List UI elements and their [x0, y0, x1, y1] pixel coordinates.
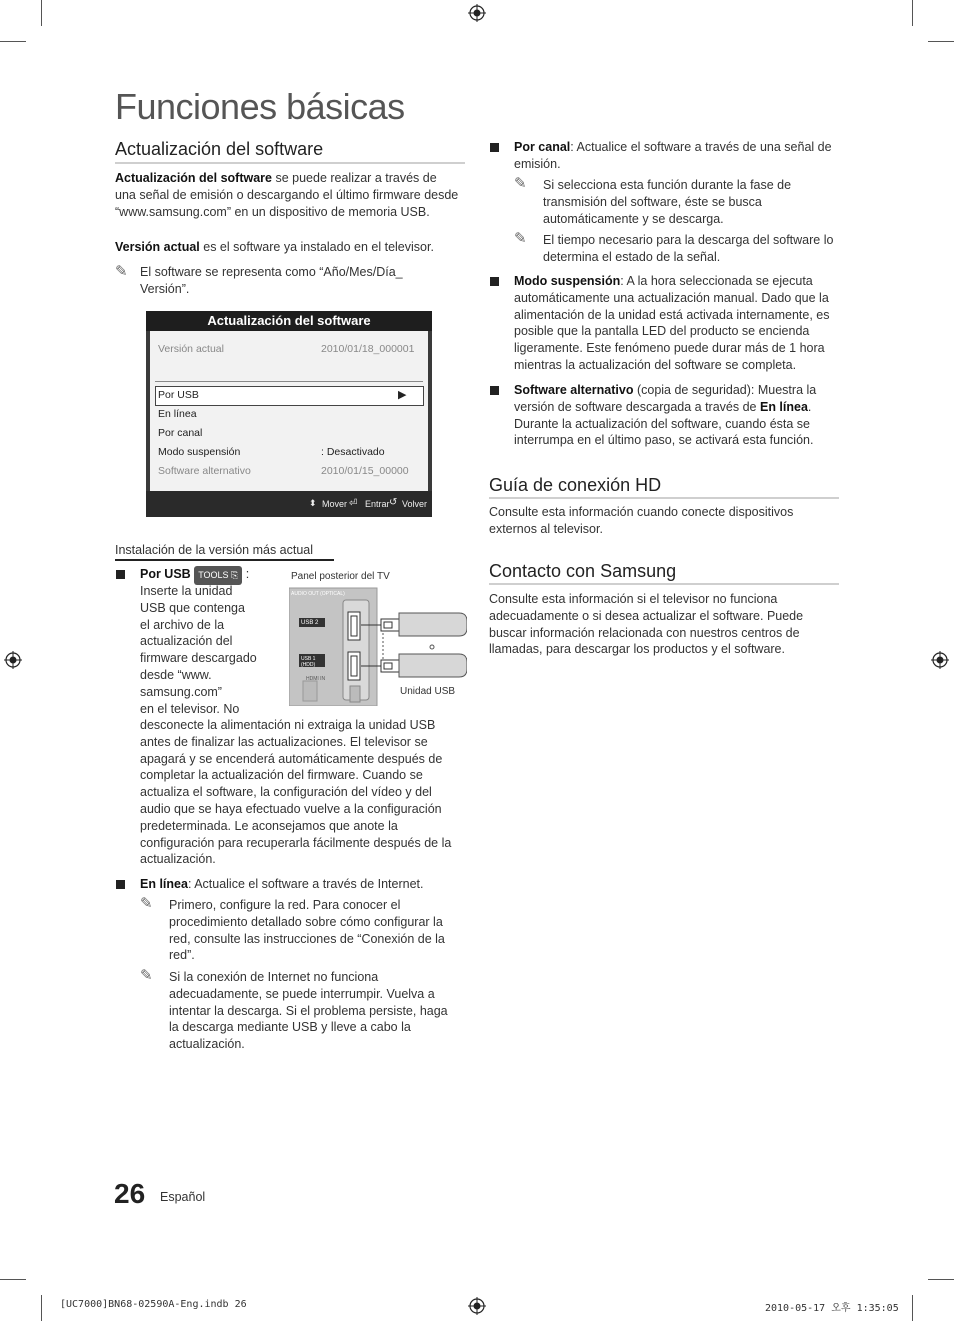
page-number: 26 [114, 1178, 146, 1209]
alt-bold: Software alternativo [514, 383, 634, 397]
usb-colon: : [242, 567, 250, 581]
channel-note-1: Si selecciona esta función durante la fase de transmisión del software, éste se busca automáticamente y se descarga. [543, 178, 792, 226]
online-paragraph [140, 876, 465, 893]
alt-software-paragraph [514, 382, 836, 449]
crop-mark [912, 1295, 913, 1321]
standby-text: : A la hora seleccionada se ejecuta automáticamente una actualización manual. Dado que la alimentación de la unidad está activada internamente, es posible que la pantalla LED del producto se encienda ligeramente. Este fenómeno puede durar más de 1 hora mientras la actualización del software se completa. [514, 274, 830, 372]
tv-menu-item-por-canal[interactable]: Por canal [158, 427, 203, 439]
usb-wrap-text [140, 583, 257, 717]
usb-line: el archivo de la [140, 617, 225, 632]
tv-menu-item-modo-suspension[interactable]: Modo suspensión [158, 446, 241, 458]
alt-text-2: . Durante la actualización del software, cuando ésta se interrumpa en el último paso, se activará esta función. [514, 399, 814, 448]
tv-footer-enter: Entrar [365, 499, 390, 509]
crop-mark [928, 1279, 954, 1280]
port-label-audio: AUDIO OUT (OPTICAL) [291, 591, 345, 597]
tv-item-value: : Desactivado [321, 446, 385, 458]
registration-mark-icon [468, 4, 486, 22]
pencil-note-icon: ✎ [140, 895, 153, 912]
section-rule [489, 583, 839, 585]
intro-bold: Actualización del software [115, 171, 272, 185]
port-label-usb2: USB 2 [301, 620, 319, 626]
channel-bold: Por canal [514, 140, 571, 154]
bullet-square-icon [490, 143, 499, 152]
usb-line: Inserte la unidad [140, 584, 233, 598]
usb-line: firmware descargado [140, 651, 257, 666]
crop-mark [0, 1279, 26, 1280]
bullet-square-icon [116, 880, 125, 889]
print-footer-timestamp: 2010-05-17 오후 1:35:05 [765, 1303, 899, 1314]
figure-label-usb-drive: Unidad USB [400, 686, 456, 697]
crop-mark [912, 0, 913, 26]
enter-icon: ⏎ [349, 498, 358, 509]
port-label-hdmi: HDMI IN [306, 676, 326, 682]
standby-bold: Modo suspensión [514, 274, 621, 288]
bullet-square-icon [116, 570, 125, 579]
page-title: Funciones básicas [115, 86, 405, 127]
channel-paragraph [514, 139, 834, 173]
online-text: : Actualice el software a través de Internet. [187, 877, 424, 891]
print-footer-file: [UC7000]BN68-02590A-Eng.indb 26 [60, 1299, 247, 1310]
install-subtitle: Instalación de la versión más actual [115, 543, 314, 557]
note-version-format: El software se representa como “Año/Mes/Día_ Versión”. [140, 265, 403, 296]
channel-text: : Actualice el software a través de una señal de emisión. [514, 140, 832, 171]
version-bold: Versión actual [115, 240, 200, 254]
port-label-usb1: USB 1 (HDD) [301, 656, 316, 668]
online-note-1: Primero, configure la red. Para conocer el procedimiento detallado sobre cómo configurar la red, consulte las instrucciones de “Conexión de la red”. [169, 898, 445, 963]
tv-menu-item-software-alternativo[interactable]: Software alternativo [158, 465, 251, 477]
crop-mark [0, 41, 26, 42]
usb-line: USB que contenga [140, 600, 245, 615]
online-note-2: Si la conexión de Internet no funciona adecuadamente, se puede interrumpir. Vuelva a intentar la descarga. Si el problema persiste, haga la descarga mediante USB y lleve a cabo la actualización. [169, 970, 448, 1052]
alt-text-1: (copia de seguridad): Muestra la versión de software descargada a través de [514, 383, 817, 414]
pencil-note-icon: ✎ [115, 263, 128, 280]
usb-line: actualización del [140, 634, 233, 649]
tv-item-label: Por USB [158, 389, 199, 401]
version-paragraph [115, 239, 460, 256]
tv-current-version-label: Versión actual [158, 343, 224, 355]
tv-current-version-value: 2010/01/18_000001 [321, 343, 415, 355]
crop-mark [41, 0, 42, 26]
bullet-square-icon [490, 277, 499, 286]
contact-paragraph: Consulte esta información si el televisor no funciona adecuadamente o si desea actualizar el software. Puede buscar información relacionada con nuestros centros de llamadas, para descargar los productos y el software. [489, 592, 804, 657]
return-icon: ↺ [389, 497, 398, 508]
tools-label: TOOLS [198, 570, 229, 580]
pencil-note-icon: ✎ [140, 967, 153, 984]
tv-menu-item-en-linea[interactable]: En línea [158, 408, 197, 420]
intro-paragraph [115, 170, 460, 220]
tv-menu-screenshot [146, 311, 432, 517]
pencil-note-icon: ✎ [514, 230, 527, 247]
alt-bold-2: En línea [759, 399, 808, 414]
bullet-square-icon [490, 386, 499, 395]
tv-menu-header: Actualización del software [146, 311, 432, 331]
usb-line: en el televisor. No [140, 701, 240, 716]
pencil-note-icon: ✎ [514, 175, 527, 192]
usb-line: samsung.com” [140, 684, 222, 699]
tv-menu-body [150, 331, 428, 491]
tv-footer-move: Mover [322, 499, 348, 509]
page-language: Español [160, 1190, 206, 1204]
registration-mark-icon [4, 651, 22, 669]
crop-mark [41, 1295, 42, 1321]
tv-footer-back: Volver [402, 499, 428, 509]
usb-heading [140, 566, 249, 585]
install-subtitle-underline [115, 559, 334, 561]
section-rule [489, 497, 839, 499]
move-arrows-icon: ⬍ [309, 498, 317, 508]
tv-menu-footer [146, 491, 432, 517]
usb-line: desde “www. [140, 667, 212, 682]
section-title-contact-samsung: Contacto con Samsung [489, 561, 677, 581]
play-arrow-icon: ▶ [398, 389, 407, 401]
registration-mark-icon [468, 1297, 486, 1315]
channel-note-2: El tiempo necesario para la descarga del software lo determina el estado de la señal. [543, 233, 834, 264]
intro-text: se puede realizar a través de una señal de emisión o descargando el último firmware desde “www.samsung.com” en un dispositivo de memoria USB. [115, 171, 459, 219]
registration-mark-icon [931, 651, 949, 669]
crop-mark [928, 41, 954, 42]
tv-item-value: 2010/01/15_00000 [321, 465, 409, 477]
usb-rest-paragraph: desconecte la alimentación ni extraiga la unidad USB antes de finalizar las actualizaciones. El televisor se apagará y se encenderá automáticamente después de completar la actualización del firmware. Cuando se actualiza el software, la configuración del vídeo y del audio que se haya efectuado vuelve a la configuración predeterminada. Le aconsejamos que anote la configuración para recuperarla fácilmente después de la actualización. [140, 718, 452, 867]
standby-paragraph [514, 273, 838, 374]
version-text: es el software ya instalado en el televisor. [199, 240, 434, 254]
figure-label-panel: Panel posterior del TV [291, 571, 390, 582]
hd-guide-paragraph: Consulte esta información cuando conecte dispositivos externos al televisor. [489, 505, 794, 536]
tools-button-icon: TOOLS ⎘ [194, 566, 242, 585]
usb-bold: Por USB [140, 567, 191, 581]
section-title-hd-guide: Guía de conexión HD [489, 475, 662, 495]
online-bold: En línea [140, 877, 188, 891]
section-title-software-update: Actualización del software [115, 139, 324, 159]
section-rule [115, 162, 465, 164]
tv-menu-divider [155, 381, 423, 382]
